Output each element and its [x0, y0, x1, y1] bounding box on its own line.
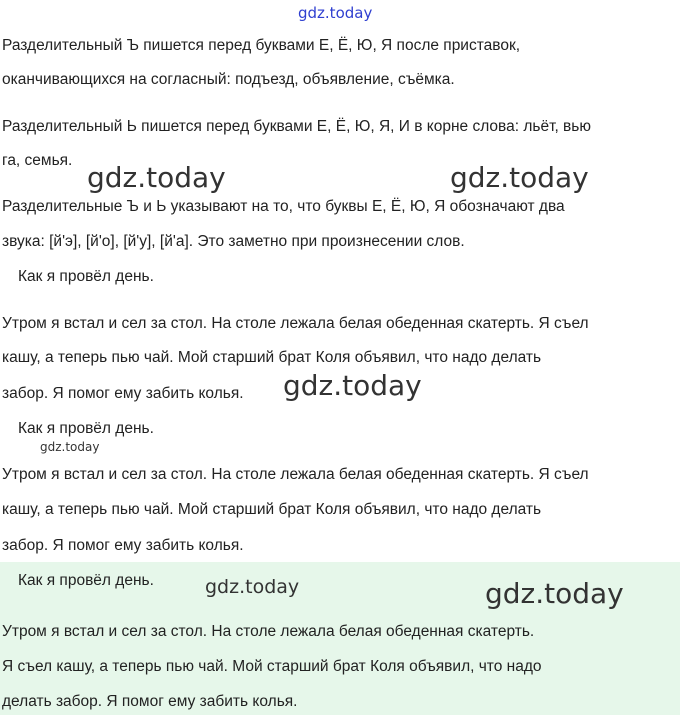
watermark-6: gdz.today [485, 577, 624, 610]
rule-p1-line1: Разделительный Ъ пишется перед буквами Е, Ё, Ю, Я после приставок, [2, 37, 521, 54]
essay2-line1: Утром я встал и сел за стол. На столе лежала белая обеденная скатерть. Я съел [2, 466, 589, 483]
essay1-line1: Утром я встал и сел за стол. На столе лежала белая обеденная скатерть. Я съел [2, 315, 589, 332]
essay1-title: Как я провёл день. [18, 268, 154, 285]
essay2-line3: забор. Я помог ему забить колья. [2, 537, 244, 554]
watermark-3: gdz.today [283, 369, 422, 402]
essay3-title: Как я провёл день. [18, 572, 154, 589]
watermark-1: gdz.today [87, 161, 226, 194]
essay3-line2: Я съел кашу, а теперь пью чай. Мой старший брат Коля объявил, что надо [2, 658, 542, 675]
essay1-line3: забор. Я помог ему забить колья. [2, 385, 244, 402]
watermark-4: gdz.today [40, 440, 100, 454]
essay3-line1: Утром я встал и сел за стол. На столе лежала белая обеденная скатерть. [2, 623, 535, 640]
watermark-2: gdz.today [450, 161, 589, 194]
rule-p1-line2: оканчивающихся на согласный: подъезд, объявление, съёмка. [2, 71, 455, 88]
rule-p3-line1: Разделительные Ъ и Ь указывают на то, что буквы Е, Ё, Ю, Я обозначают два [2, 198, 565, 215]
watermark-top: gdz.today [298, 4, 373, 22]
essay3-line3: делать забор. Я помог ему забить колья. [2, 693, 298, 710]
watermark-5: gdz.today [205, 576, 300, 598]
rule-p2-line1: Разделительный Ь пишется перед буквами Е, Ё, Ю, Я, И в корне слова: льёт, вью [2, 118, 591, 135]
essay2-line2: кашу, а теперь пью чай. Мой старший брат Коля объявил, что надо делать [2, 501, 542, 518]
rule-p2-line2: га, семья. [2, 152, 73, 169]
essay1-line2: кашу, а теперь пью чай. Мой старший брат Коля объявил, что надо делать [2, 349, 542, 366]
rule-p3-line2: звука: [й'э], [й'о], [й'у], [й'а]. Это заметно при произнесении слов. [2, 233, 465, 250]
essay2-title: Как я провёл день. [18, 420, 154, 437]
